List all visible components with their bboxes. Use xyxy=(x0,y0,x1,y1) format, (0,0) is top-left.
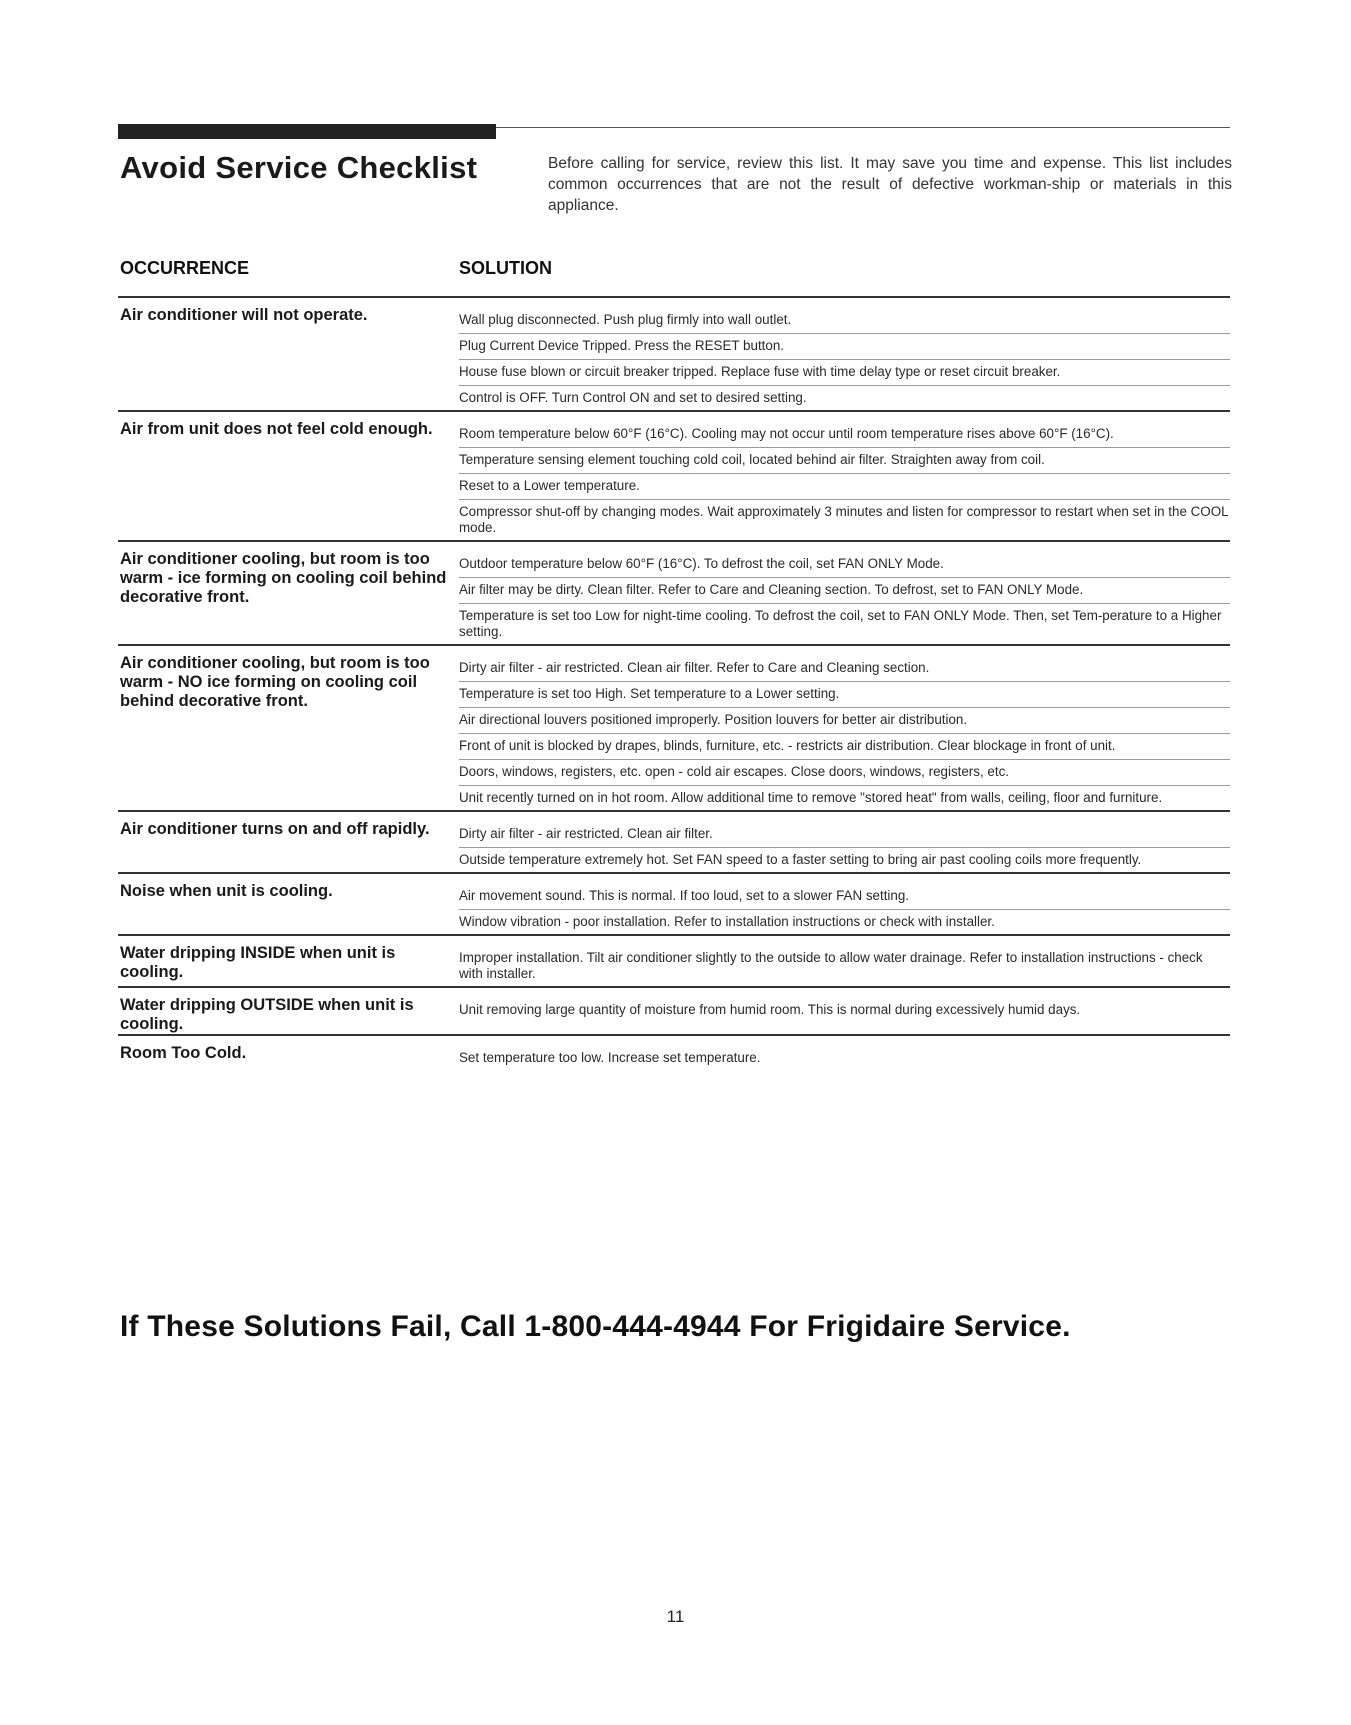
occurrence-cell: Air conditioner turns on and off rapidly. xyxy=(120,820,430,838)
solution-list xyxy=(459,542,1230,644)
solution-item: House fuse blown or circuit breaker tripped. Replace fuse with time delay type or reset circuit breaker. xyxy=(459,360,1230,386)
solution-item: Unit recently turned on in hot room. Allow additional time to remove "stored heat" from walls, ceiling, floor and furniture. xyxy=(459,790,1163,805)
intro-text: Before calling for service, review this list. It may save you time and expense. This list includes common occurrences that are not the result of defective workman-ship or materials in this appliance. xyxy=(548,155,1232,214)
solution-item: Outside temperature extremely hot. Set FAN speed to a faster setting to bring air past cooling coils more frequently. xyxy=(459,852,1142,867)
checklist-row xyxy=(118,934,1230,986)
solution-list xyxy=(459,646,1230,810)
page-title: Avoid Service Checklist xyxy=(120,150,478,185)
solution-item: Room temperature below 60°F (16°C). Cooling may not occur until room temperature rises above 60°F (16°C). xyxy=(459,422,1230,448)
solution-item: Outdoor temperature below 60°F (16°C). To defrost the coil, set FAN ONLY Mode. xyxy=(459,552,1230,578)
occurrence-cell: Air conditioner cooling, but room is too warm - ice forming on cooling coil behind decorative front. xyxy=(120,550,447,606)
solution-item: Doors, windows, registers, etc. open - cold air escapes. Close doors, windows, registers, etc. xyxy=(459,760,1230,786)
occurrence-column-header: OCCURRENCE xyxy=(120,258,250,278)
checklist-table xyxy=(118,296,1230,1070)
solution-item: Plug Current Device Tripped. Press the RESET button. xyxy=(459,334,1230,360)
solution-item: Air movement sound. This is normal. If too loud, set to a slower FAN setting. xyxy=(459,884,1230,910)
occurrence-cell: Noise when unit is cooling. xyxy=(120,882,333,900)
occurrence-cell: Air from unit does not feel cold enough. xyxy=(120,420,433,438)
solution-column-header: SOLUTION xyxy=(459,258,552,278)
solution-item: Temperature sensing element touching cold coil, located behind air filter. Straighten away from coil. xyxy=(459,448,1230,474)
solution-list xyxy=(459,988,1230,1034)
occurrence-cell: Air conditioner will not operate. xyxy=(120,306,368,324)
checklist-row xyxy=(118,810,1230,872)
solution-item: Air directional louvers positioned improperly. Position louvers for better air distribution. xyxy=(459,708,1230,734)
checklist-row xyxy=(118,1034,1230,1070)
page-number: 11 xyxy=(666,1607,685,1626)
occurrence-cell: Air conditioner cooling, but room is too warm - NO ice forming on cooling coil behind decorative front. xyxy=(120,654,430,710)
occurrence-cell: Water dripping OUTSIDE when unit is cooling. xyxy=(120,996,414,1033)
solution-item: Unit removing large quantity of moisture from humid room. This is normal during excessively humid days. xyxy=(459,1002,1081,1017)
solution-list xyxy=(459,1036,1230,1070)
checklist-row xyxy=(118,296,1230,410)
solution-item: Set temperature too low. Increase set temperature. xyxy=(459,1050,761,1065)
solution-list xyxy=(459,936,1230,986)
checklist-row xyxy=(118,540,1230,644)
solution-item: Temperature is set too High. Set temperature to a Lower setting. xyxy=(459,682,1230,708)
solution-item: Wall plug disconnected. Push plug firmly into wall outlet. xyxy=(459,308,1230,334)
solution-list xyxy=(459,874,1230,934)
solution-list xyxy=(459,298,1230,410)
solution-item: Compressor shut-off by changing modes. Wait approximately 3 minutes and listen for compressor to restart when set in the COOL mode. xyxy=(459,504,1229,535)
checklist-row xyxy=(118,410,1230,540)
solution-item: Air filter may be dirty. Clean filter. Refer to Care and Cleaning section. To defrost, set to FAN ONLY Mode. xyxy=(459,578,1230,604)
solution-item: Improper installation. Tilt air conditioner slightly to the outside to allow water drainage. Refer to installation instructions - check with installer. xyxy=(459,950,1203,981)
service-call-banner: If These Solutions Fail, Call 1-800-444-4944 For Frigidaire Service. xyxy=(120,1310,1071,1343)
solution-item: Dirty air filter - air restricted. Clean air filter. xyxy=(459,822,1230,848)
solution-item: Reset to a Lower temperature. xyxy=(459,474,1230,500)
title-bar xyxy=(118,124,496,139)
checklist-row xyxy=(118,872,1230,934)
solution-item: Temperature is set too Low for night-time cooling. To defrost the coil, set to FAN ONLY Mode. Then, set Tem-perature to a Higher setting. xyxy=(459,608,1222,639)
solution-item: Control is OFF. Turn Control ON and set to desired setting. xyxy=(459,390,807,405)
solution-item: Window vibration - poor installation. Refer to installation instructions or check with installer. xyxy=(459,914,995,929)
occurrence-cell: Room Too Cold. xyxy=(120,1044,247,1062)
solution-item: Dirty air filter - air restricted. Clean air filter. Refer to Care and Cleaning section. xyxy=(459,656,1230,682)
solution-item: Front of unit is blocked by drapes, blinds, furniture, etc. - restricts air distribution. Clear blockage in front of unit. xyxy=(459,734,1230,760)
solution-list xyxy=(459,412,1230,540)
solution-list xyxy=(459,812,1230,872)
occurrence-cell: Water dripping INSIDE when unit is cooling. xyxy=(120,944,396,981)
checklist-row xyxy=(118,644,1230,810)
checklist-row xyxy=(118,986,1230,1034)
